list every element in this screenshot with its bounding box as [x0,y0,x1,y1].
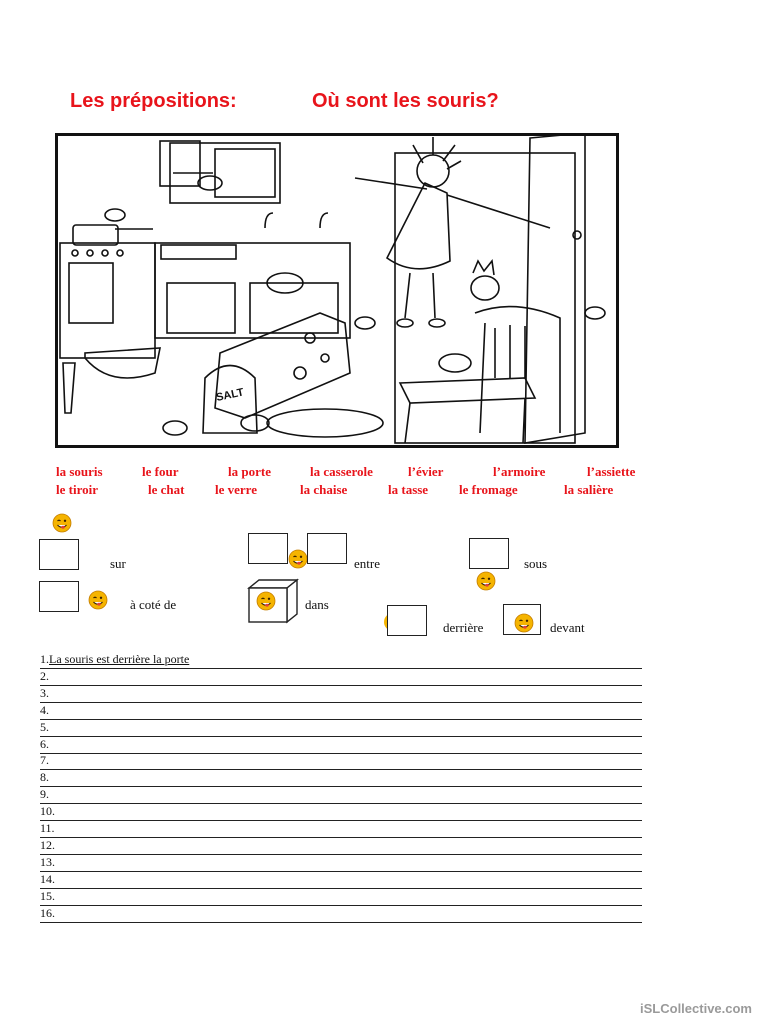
winking-smiley-icon [514,613,534,633]
answer-line-number: 16. [40,905,55,920]
vocab-word: le verre [215,482,257,497]
derriere-box [387,605,427,636]
page-subtitle: Où sont les souris? [312,90,499,112]
answer-line-number: 12. [40,837,55,852]
answer-line[interactable] [40,770,642,787]
preposition-devant-label: devant [550,620,585,635]
vocab-word: l’assiette [587,464,636,479]
answer-line-number: 9. [40,787,49,802]
winking-smiley-icon [52,513,72,533]
answer-line-number: 3. [40,685,49,700]
answer-line-number: 10. [40,804,55,819]
answer-line-number: 7. [40,753,49,768]
answer-line-number: 4. [40,702,49,717]
winking-smiley-icon [476,571,496,591]
answer-line-number: 1. [40,652,49,666]
answer-line-number: 13. [40,854,55,869]
vocab-word: la chaise [300,482,348,497]
vocab-word: la casserole [310,464,373,479]
preposition-entre-label: entre [354,556,380,571]
winking-smiley-icon [256,591,276,611]
answer-line[interactable] [40,686,642,703]
vocab-word: la salière [564,482,614,497]
svg-text:SALT: SALT [215,386,245,404]
vocab-word: l’armoire [493,464,546,479]
answer-line[interactable] [40,855,642,872]
vocab-word: la souris [56,464,103,479]
preposition-sur-label: sur [110,556,126,571]
answer-line[interactable] [40,838,642,855]
vocab-word: le fromage [459,482,518,497]
preposition-derriere-label: derrière [443,620,484,635]
vocab-word: la porte [228,464,271,479]
winking-smiley-icon [88,590,108,610]
vocab-word: le four [142,464,179,479]
vocab-word: le chat [148,482,185,497]
answer-line[interactable] [40,703,642,720]
answer-line-text: La souris est derrière la porte [49,652,190,666]
answer-line[interactable] [40,652,642,669]
answer-line-number: 11. [40,821,55,835]
answer-line-number: 5. [40,719,49,734]
preposition-sous-label: sous [524,556,548,571]
preposition-dans-label: dans [305,597,329,612]
a-cote-de-box [39,581,79,612]
page-title: Les prépositions: [70,90,237,112]
answer-line-number: 2. [40,668,49,683]
answer-line-number: 14. [40,871,55,886]
winking-smiley-icon [288,549,308,569]
sur-box [39,539,79,570]
vocab-word: la tasse [388,482,429,497]
answer-line[interactable] [40,821,642,838]
answer-line[interactable] [40,804,642,821]
answer-line[interactable] [40,737,642,754]
sous-box [469,538,509,569]
answer-line[interactable] [40,889,642,906]
watermark-text: iSLCollective.com [640,1001,752,1016]
entre-box-left [248,533,288,564]
answer-line[interactable] [40,669,642,686]
vocab-word: le tiroir [56,482,98,497]
answer-line-number: 8. [40,770,49,785]
answer-line[interactable] [40,906,642,923]
answer-line[interactable] [40,787,642,804]
preposition-a-cote-de-label: à coté de [130,597,177,612]
entre-box-right [307,533,347,564]
answer-line[interactable] [40,753,642,770]
kitchen-illustration [55,133,619,448]
answer-line[interactable] [40,720,642,737]
answer-line[interactable] [40,872,642,889]
answer-line-number: 15. [40,888,55,903]
answer-line-number: 6. [40,736,49,751]
vocab-word: l’évier [408,464,444,479]
